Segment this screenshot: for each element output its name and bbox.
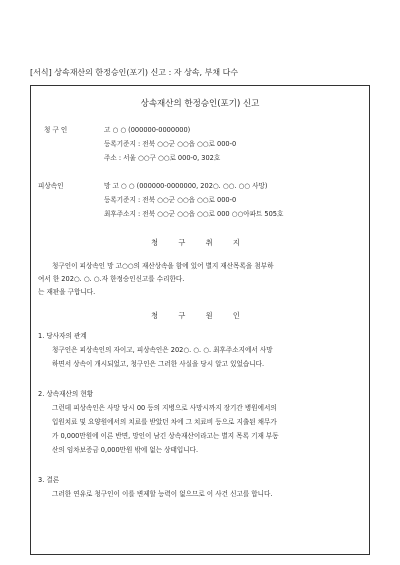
section-line: 가 0,000만원에 이른 반면, 망인이 남긴 상속재산이라고는 별지 목록 기재 부동	[52, 432, 279, 440]
document-title: 상속재산의 한정승인(포기) 신고	[140, 99, 260, 109]
purpose-heading: 청 구 취 지	[151, 238, 249, 247]
section-line: 하면서 상속이 개시되었고, 청구인은 그러한 사실을 당시 알고 있었습니다.	[52, 360, 265, 368]
section-line: 그런데 피상속인은 사망 당시 00 등의 지병으로 사망시까지 장기간 병원에서의	[52, 404, 277, 412]
section-line: 그러한 연유로 청구인이 이를 변제할 능력이 없으므로 이 사건 신고를 합니다.	[52, 490, 273, 498]
decedent-last-address: 최후주소지 : 전북 ○○군 ○○읍 ○○로 000 ○○아파트 505호	[104, 210, 284, 218]
purpose-line: 청구인이 피상속인 망 고○○의 재산상속을 함에 있어 별지 재산목록을 첨부하	[52, 262, 274, 270]
purpose-line: 여서 한 202○. ○. ○.자 한정승인신고를 수리한다.	[38, 275, 185, 283]
claimant-name: 고 ○ ○ (000000-0000000)	[104, 126, 191, 134]
cause-heading: 청 구 원 인	[151, 311, 249, 320]
section-title: 1. 당사자의 관계	[38, 332, 87, 340]
decedent-label: 피상속인	[38, 182, 64, 190]
claimant-address: 주소 : 서울 ○○구 ○○로 000-0, 302호	[104, 154, 221, 162]
section-title: 3. 결론	[38, 476, 60, 484]
decedent-registration: 등록기준지 : 전북 ○○군 ○○읍 ○○로 000-0	[104, 196, 237, 204]
decedent-name: 망 고 ○ ○ (000000-0000000, 202○. ○○. ○○ 사망)	[104, 182, 268, 190]
section-line: 입원치료 및 요양원에서의 치료를 받았던 차에 그 치료비 등으로 지출된 채무가	[52, 418, 277, 426]
claimant-registration: 등록기준지 : 전북 ○○군 ○○읍 ○○로 000-0	[104, 140, 237, 148]
section-title: 2. 상속재산의 현황	[38, 390, 94, 398]
form-header: [서식] 상속재산의 한정승인(포기) 신고 : 자 상속, 부채 다수	[30, 68, 239, 77]
section-line: 산의 임차보증금 0,000만원 밖에 없는 상태입니다.	[52, 446, 199, 454]
claimant-label: 청 구 인	[44, 126, 68, 134]
section-line: 청구인은 피상속인의 자이고, 피상속인은 202○. ○. ○. 최후주소지에서 사망	[52, 346, 273, 354]
purpose-line: 는 재판을 구합니다.	[38, 288, 96, 296]
